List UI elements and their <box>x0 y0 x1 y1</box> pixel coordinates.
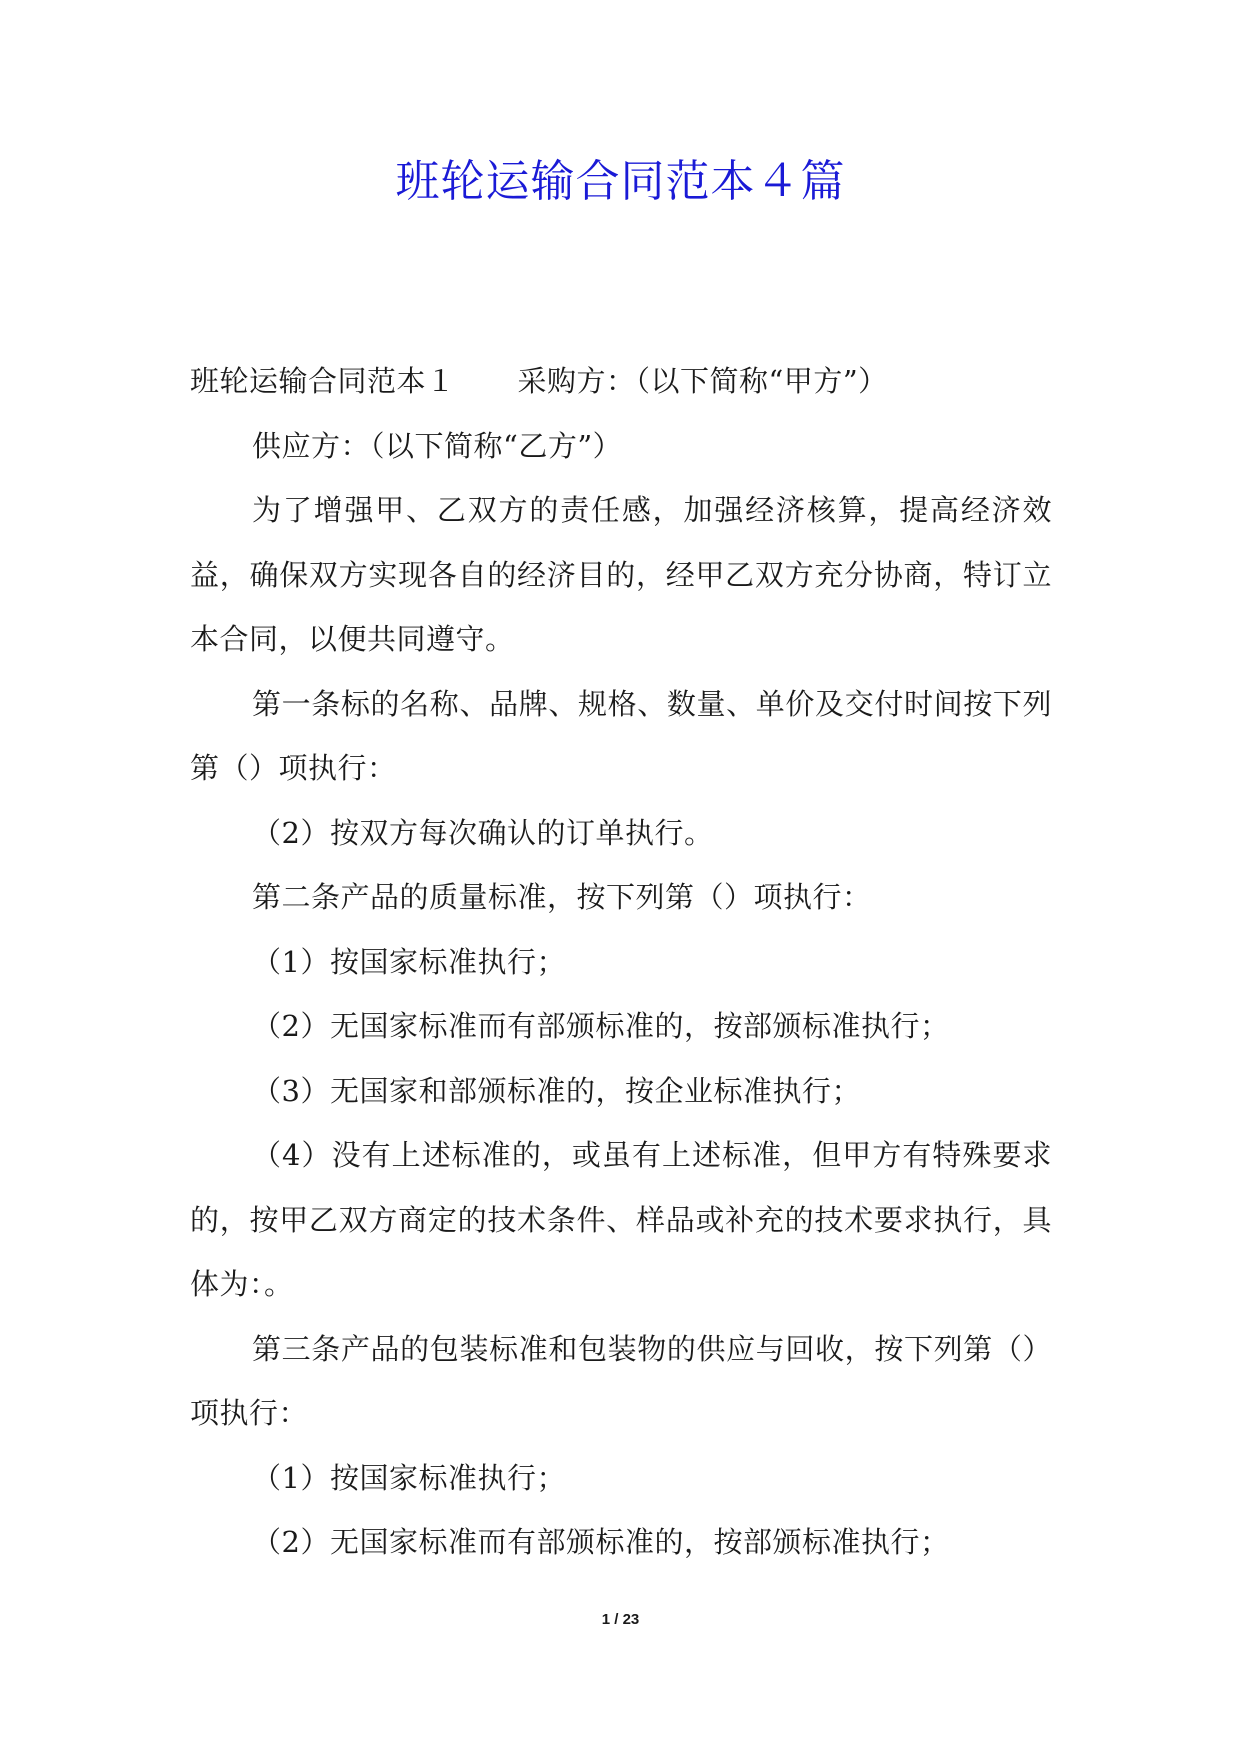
page-number: 1 / 23 <box>601 1611 640 1628</box>
paragraph-article-2-item-1: （1）按国家标准执行； <box>252 944 566 979</box>
paragraph-article-3-item-1: （1）按国家标准执行； <box>252 1460 566 1495</box>
intro-line <box>190 349 1052 414</box>
paragraph-article-2-item-4: （4）没有上述标准的，或虽有上述标准，但甲方有特殊要求的，按甲乙双方商定的技术条件、样品或补充的技术要求执行，具体为：。 <box>190 1138 1052 1301</box>
paragraph-article-2-item-3: （3）无国家和部颁标准的，按企业标准执行； <box>252 1073 861 1108</box>
paragraph-purpose: 为了增强甲、乙双方的责任感，加强经济核算，提高经济效益，确保双方实现各自的经济目的，经甲乙双方充分协商，特订立本合同，以便共同遵守。 <box>190 493 1052 656</box>
intro-heading: 班轮运输合同范本１ <box>190 364 456 398</box>
paragraph-article-2-item-2: （2）无国家标准而有部颁标准的，按部颁标准执行； <box>252 1009 950 1043</box>
paragraph-article-1: 第一条标的名称、品牌、规格、数量、单价及交付时间按下列第（）项执行： <box>190 686 1052 785</box>
intro-buyer: 采购方：（以下简称“甲方”） <box>517 364 888 398</box>
document-body <box>190 349 1052 1575</box>
paragraph-article-3-item-2: （2）无国家标准而有部颁标准的，按部颁标准执行； <box>252 1525 950 1559</box>
document-title: 班轮运输合同范本４篇 <box>395 156 846 207</box>
paragraph-article-1-item-2: （2）按双方每次确认的订单执行。 <box>252 815 714 850</box>
paragraph-supplier: 供应方：（以下简称“乙方”） <box>252 428 623 463</box>
paragraph-article-3: 第三条产品的包装标准和包装物的供应与回收，按下列第（）项执行： <box>190 1331 1052 1430</box>
paragraph-article-2: 第二条产品的质量标准，按下列第（）项执行： <box>252 880 872 914</box>
